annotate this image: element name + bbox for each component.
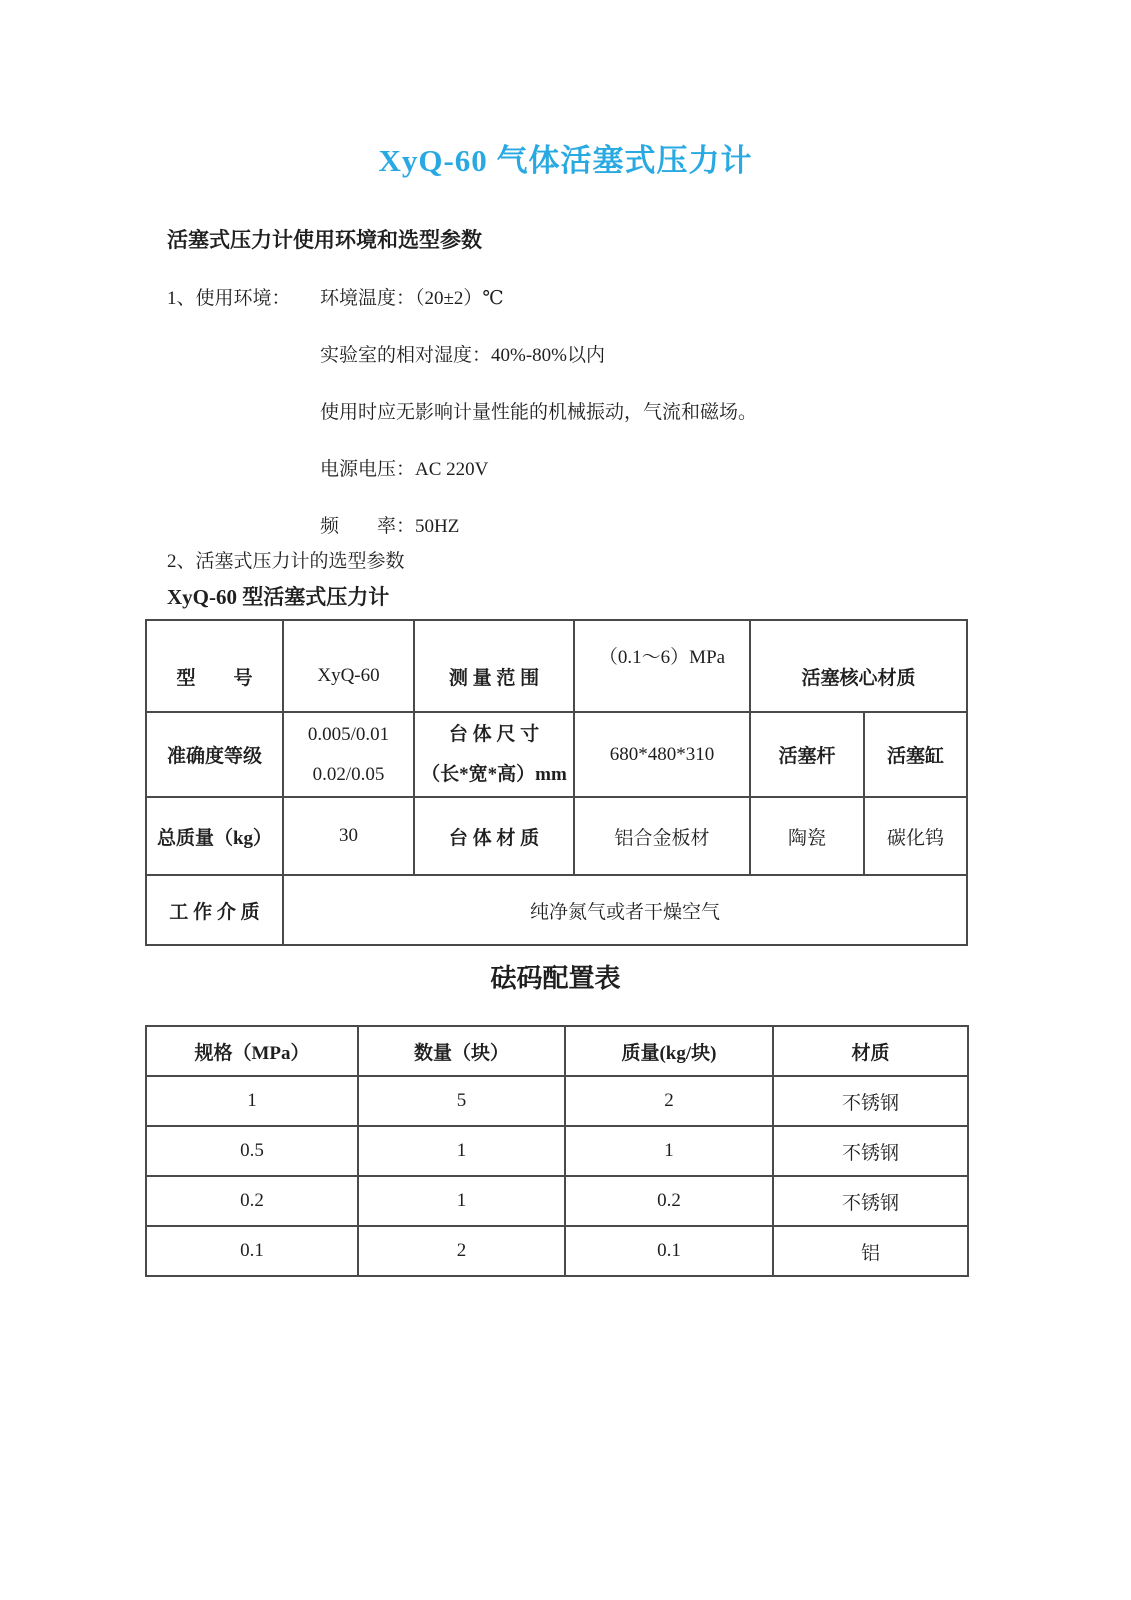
table-cell: 1 (565, 1126, 773, 1176)
frequency-line: 频 率：50HZ (320, 516, 460, 537)
size-label-cell (414, 712, 574, 797)
table-row (146, 1226, 968, 1276)
piston-rod-value-cell: 陶瓷 (750, 797, 864, 875)
accuracy-label-cell: 准确度等级 (146, 712, 283, 797)
table-cell: 2 (565, 1076, 773, 1126)
model-label-cell: 型 号 (146, 620, 283, 712)
vibration-line: 使用时应无影响计量性能的机械振动，气流和磁场。 (320, 402, 758, 423)
table-cell: 0.5 (146, 1126, 358, 1176)
column-header-quantity: 数量（块） (358, 1026, 565, 1076)
table-cell: 1 (358, 1126, 565, 1176)
size-label-line1: 台 体 尺 寸 (448, 723, 540, 745)
table-row (146, 1176, 968, 1226)
medium-value-cell: 纯净氮气或者干燥空气 (283, 875, 967, 945)
table-cell: 5 (358, 1076, 565, 1126)
spec-table (145, 619, 968, 946)
model-value-cell: XyQ-60 (283, 620, 414, 712)
list-item-2: 2、活塞式压力计的选型参数 (167, 551, 405, 572)
spec-table-row (146, 875, 967, 945)
env-temperature-line: 环境温度：（20±2）℃ (320, 288, 504, 309)
table-cell: 铝 (773, 1226, 968, 1276)
page-title: XyQ-60 气体活塞式压力计 (378, 143, 753, 178)
body-material-label-cell: 台 体 材 质 (414, 797, 574, 875)
accuracy-value-cell (283, 712, 414, 797)
piston-cylinder-label-cell: 活塞缸 (864, 712, 967, 797)
size-value-cell: 680*480*310 (574, 712, 750, 797)
section-heading: 活塞式压力计使用环境和选型参数 (167, 228, 482, 252)
table-row (146, 1126, 968, 1176)
medium-label-cell: 工 作 介 质 (146, 875, 283, 945)
core-material-label-cell: 活塞核心材质 (750, 620, 967, 712)
table-cell: 不锈钢 (773, 1176, 968, 1226)
accuracy-value-line2: 0.02/0.05 (312, 763, 385, 785)
weight-table-heading: 砝码配置表 (490, 964, 621, 993)
spec-table-row (146, 797, 967, 875)
mass-value-cell: 30 (283, 797, 414, 875)
piston-cylinder-value-cell: 碳化钨 (864, 797, 967, 875)
piston-rod-label-cell: 活塞杆 (750, 712, 864, 797)
weight-table-header-row (146, 1026, 968, 1076)
table-cell: 1 (358, 1176, 565, 1226)
list-item-1 (167, 286, 1131, 311)
column-header-material: 材质 (773, 1026, 968, 1076)
humidity-line: 实验室的相对湿度：40%-80%以内 (320, 345, 605, 366)
list-item-1-label: 1、使用环境： (167, 288, 291, 309)
power-voltage-line: 电源电压：AC 220V (320, 459, 489, 480)
table-cell: 1 (146, 1076, 358, 1126)
spec-table-row (146, 620, 967, 712)
table-cell: 0.1 (146, 1226, 358, 1276)
table-cell: 0.2 (146, 1176, 358, 1226)
size-label-line2: （长*宽*高）mm (421, 763, 567, 785)
table-cell: 0.2 (565, 1176, 773, 1226)
mass-label-cell: 总质量（kg） (146, 797, 283, 875)
range-value-cell: （0.1～6）MPa (574, 620, 750, 712)
table-row (146, 1076, 968, 1126)
spec-table-heading: XyQ-60 型活塞式压力计 (167, 585, 390, 609)
body-material-value-cell: 铝合金板材 (574, 797, 750, 875)
accuracy-value-line1: 0.005/0.01 (307, 723, 390, 745)
column-header-spec: 规格（MPa） (146, 1026, 358, 1076)
weight-table (145, 1025, 969, 1277)
column-header-mass: 质量(kg/块) (565, 1026, 773, 1076)
table-cell: 0.1 (565, 1226, 773, 1276)
table-cell: 不锈钢 (773, 1126, 968, 1176)
range-label-cell: 测 量 范 围 (414, 620, 574, 712)
table-cell: 2 (358, 1226, 565, 1276)
table-cell: 不锈钢 (773, 1076, 968, 1126)
spec-table-row (146, 712, 967, 797)
